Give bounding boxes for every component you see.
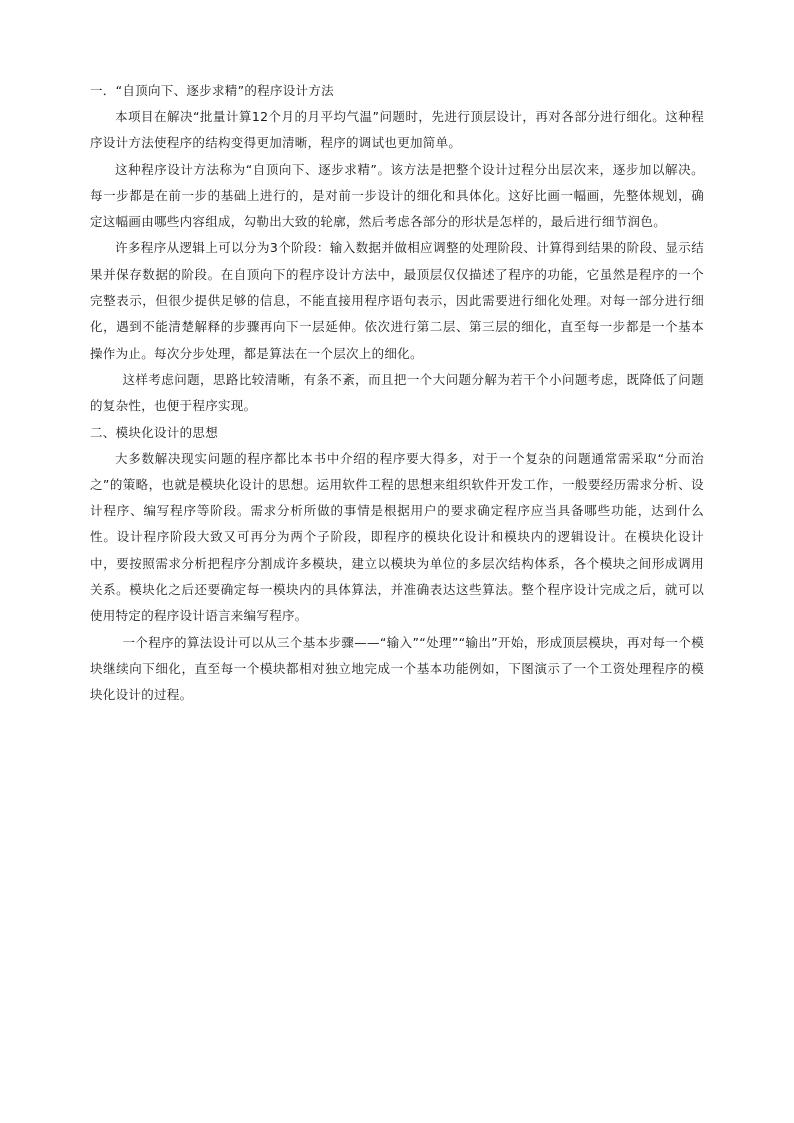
section-modular-design — [90, 420, 704, 709]
section-heading-modular-design: 二、模块化设计的思想 — [90, 424, 219, 440]
paragraph: 本项目在解决“批量计算12个月的月平均气温”问题时，先进行顶层设计，再对各部分进行细化。这种程序设计方法使程序的结构变得更加清晰，程序的调试也更加简单。 — [90, 109, 704, 151]
section-top-down — [90, 78, 704, 420]
document-page — [90, 78, 704, 709]
section-heading-top-down: 一．“自顶向下、逐步求精”的程序设计方法 — [90, 83, 334, 98]
paragraph: 这样考虑问题，思路比较清晰，有条不紊，而且把一个大问题分解为若干个小问题考虑，既降低了问题的复杂性，也便于程序实现。 — [90, 371, 704, 414]
paragraph: 大多数解决现实问题的程序都比本书中介绍的程序要大得多，对于一个复杂的问题通常需采取“分而治之”的策略，也就是模块化设计的思想。运用软件工程的思想来组织软件开发工作，一般要经历需求分析、设计程序、编写程序等阶段。需求分析所做的事情是根据用户的要求确定程序应当具备哪些功能，达到什么性。设计程序阶段大致又可再分为两个子阶段，即程序的模块化设计和模块内的逻辑设计。在模块化设计中，要按照需求分析把程序分割成许多模块，建立以模块为单位的多层次结构体系，各个模块之间形成调用关系。模块化之后还要确定每一模块内的具体算法，并准确表达这些算法。整个程序设计完成之后，就可以使用特定的程序设计语言来编写程序。 — [90, 450, 704, 624]
paragraph: 许多程序从逻辑上可以分为3个阶段：输入数据并做相应调整的处理阶段、计算得到结果的阶段、显示结果并保存数据的阶段。在自顶向下的程序设计方法中，最顶层仅仅描述了程序的功能，它虽然是程序的一个完整表示，但很少提供足够的信息，不能直接用程序语句表示，因此需要进行细化处理。对每一部分进行细化，遇到不能清楚解释的步骤再向下一层延伸。依次进行第二层、第三层的细化，直至每一步都是一个基本操作为止。每次分步处理，都是算法在一个层次上的细化。 — [90, 240, 704, 361]
paragraph: 一个程序的算法设计可以从三个基本步骤——“输入”“处理”“输出”开始，形成顶层模块，再对每一个模块继续向下细化，直至每一个模块都相对独立地完成一个基本功能例如，下图演示了一个工资处理程序的模块化设计的过程。 — [90, 634, 704, 703]
paragraph: 这种程序设计方法称为“自顶向下、逐步求精”。该方法是把整个设计过程分出层次来，逐步加以解决。每一步都是在前一步的基础上进行的，是对前一步设计的细化和具体化。这好比画一幅画，先整体规划，确定这幅画由哪些内容组成，勾勒出大致的轮廓，然后考虑各部分的形状是怎样的，最后进行细节润色。 — [90, 161, 704, 230]
